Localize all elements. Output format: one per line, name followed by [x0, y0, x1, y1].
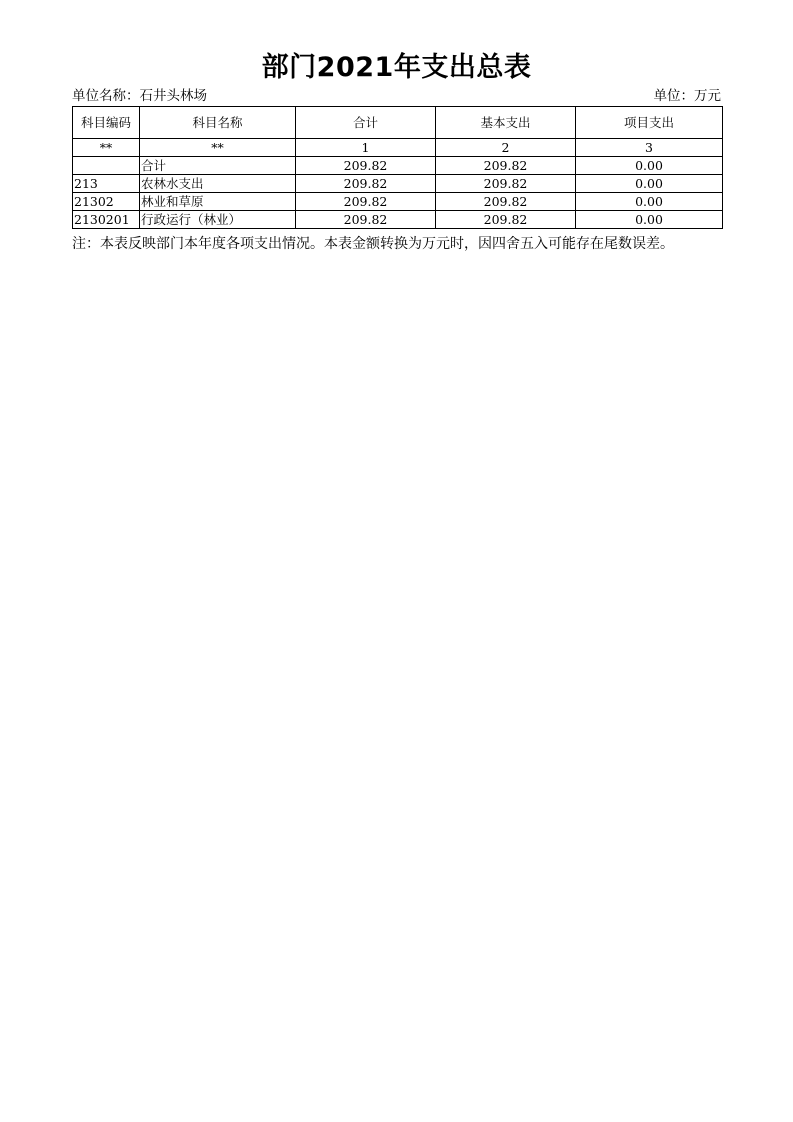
- basic-cell: 209.82: [436, 175, 576, 193]
- code-cell: 2130201: [73, 211, 140, 229]
- basic-cell: 209.82: [436, 157, 576, 175]
- page-title: 部门2021年支出总表: [261, 52, 532, 83]
- project-cell: 0.00: [576, 211, 723, 229]
- total-cell: 209.82: [296, 157, 436, 175]
- total-cell: 209.82: [296, 211, 436, 229]
- column-header-basic: 基本支出: [436, 107, 576, 139]
- total-cell: 209.82: [296, 193, 436, 211]
- name-cell: 林业和草原: [140, 193, 296, 211]
- currency-unit-label: 单位：万元: [653, 88, 721, 104]
- table-header-row: [73, 107, 723, 139]
- column-header-total: 合计: [296, 107, 436, 139]
- code-cell: 21302: [73, 193, 140, 211]
- basic-cell: 209.82: [436, 193, 576, 211]
- index-row: [73, 139, 723, 157]
- column-header-code: 科目编码: [73, 107, 140, 139]
- total-cell: 209.82: [296, 175, 436, 193]
- project-cell: 0.00: [576, 157, 723, 175]
- index-cell: **: [73, 139, 140, 157]
- name-cell: 农林水支出: [140, 175, 296, 193]
- code-cell: 213: [73, 175, 140, 193]
- table-row: [73, 175, 723, 193]
- table-row: [73, 193, 723, 211]
- index-cell: 3: [576, 139, 723, 157]
- column-header-name: 科目名称: [140, 107, 296, 139]
- expenditure-table: [72, 106, 723, 229]
- project-cell: 0.00: [576, 175, 723, 193]
- project-cell: 0.00: [576, 193, 723, 211]
- column-header-project: 项目支出: [576, 107, 723, 139]
- index-cell: **: [140, 139, 296, 157]
- index-cell: 1: [296, 139, 436, 157]
- unit-name-label: 单位名称：石井头林场: [72, 88, 207, 104]
- table-row: [73, 157, 723, 175]
- name-cell: 合计: [140, 157, 296, 175]
- index-cell: 2: [436, 139, 576, 157]
- table-row: [73, 211, 723, 229]
- basic-cell: 209.82: [436, 211, 576, 229]
- name-cell: 行政运行（林业）: [140, 211, 296, 229]
- footnote: 注：本表反映部门本年度各项支出情况。本表金额转换为万元时，因四舍五入可能存在尾数误差。: [72, 236, 674, 252]
- code-cell: [73, 157, 140, 175]
